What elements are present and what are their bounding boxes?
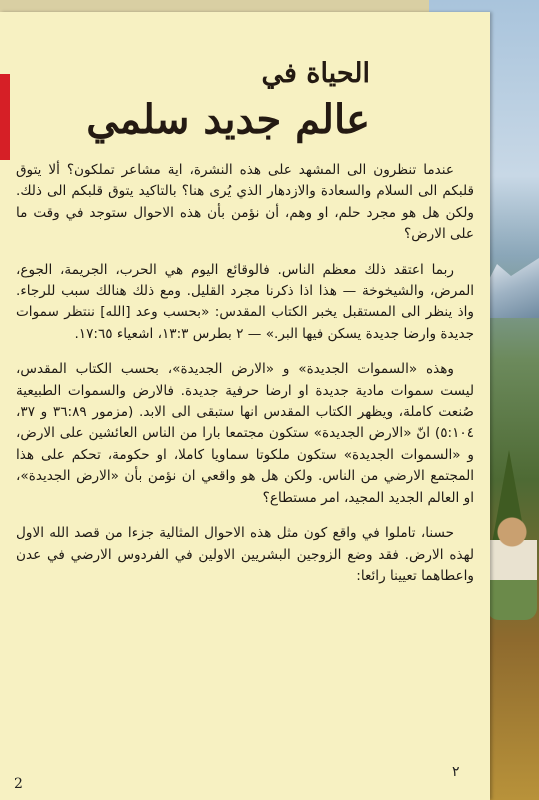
page-number-arabic: ٢ <box>452 764 460 780</box>
title-accent-bar <box>0 74 10 160</box>
title-line-1: الحياة في <box>261 58 370 89</box>
paragraph-2: ربما اعتقد ذلك معظم الناس. فالوقائع اليوم هي الحرب، الجريمة، الجوع، المرض، والشيخوخة — هذا اذا ذكرنا مجرد القليل. ومع ذلك هنالك سبب للرجاء. واذ ينظر الى المستقبل يخبر الكتاب المقدس: «بحسب وعد [الله] ننتظر سموات جديدة وارضا جديدة يسكن فيها البر.» — ٢ بطرس ٣:‏١٣، اشعياء ٦٥:‏١٧. <box>16 261 474 342</box>
title-line-2: عالم جديد سلمي <box>86 96 370 143</box>
article-body <box>16 160 474 601</box>
person-illustration <box>487 510 537 620</box>
paragraph-1: عندما تنظرون الى المشهد على هذه النشرة، اية مشاعر تملكون؟ ألا يتوق قلبكم الى السلام والسعادة والازدهار الذي يُرى هنا؟ بالتاكيد يتوق قلبكم الى ذلك. ولكن هل هو مجرد حلم، او وهم، أن نؤمن بأن هذه الاحوال ستوجد في وقت ما على الارض؟ <box>16 162 474 243</box>
paragraph-4: حسنا، تاملوا في واقع كون مثل هذه الاحوال المثالية جزءا من قصد الله الاول لهذه الارض. فقد وضع الزوجين البشريين الاولين في الفردوس الارضي في عدن واعطاهما تعيينا رائعا: <box>16 525 474 584</box>
document-page <box>0 12 490 800</box>
paragraph-3: وهذه «السموات الجديدة» و «الارض الجديدة»، بحسب الكتاب المقدس، ليست سموات مادية جديدة او ارضا حرفية جديدة. فالارض والسموات الطبيعية صُنعت كاملة، ويظهر الكتاب المقدس انها ستبقى الى الابد. (مزمور ٨٩:‏٣٦ و ٣٧، ١٠٤:‏٥) انّ «الارض الجديدة» ستكون مجتمعا بارا من الناس العائشين على الارض، و «السموات الجديدة» ستكون ملكوتا سماويا كاملا، او حكومة، تحكم على هذا المجتمع الارضي من الناس. ولكن هل هو واقعي ان نؤمن بأن «الارض الجديدة»، او العالم الجديد المجيد، امر مستطاع؟ <box>16 361 474 506</box>
page-number: 2 <box>14 776 23 792</box>
